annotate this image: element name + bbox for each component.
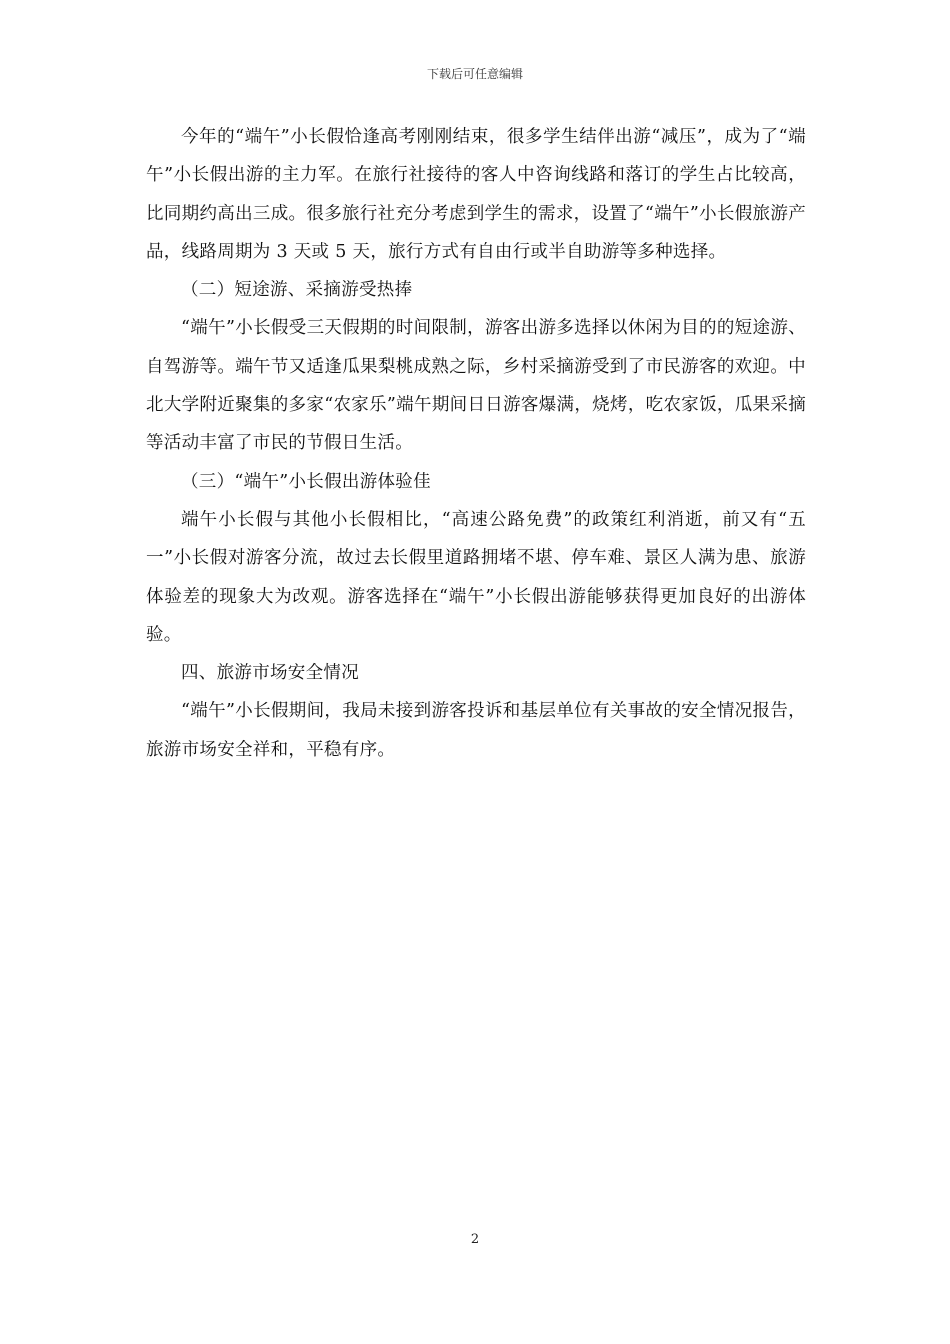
paragraph-market-safety: “端午”小长假期间，我局未接到游客投诉和基层单位有关事故的安全情况报告，旅游市场安全祥和，平稳有序。 [146, 701, 806, 760]
section-heading-short-trips: （二）短途游、采摘游受热捧 [181, 280, 413, 301]
section-heading-market-safety: 四、旅游市场安全情况 [181, 663, 359, 684]
section-heading-travel-experience: （三）“端午”小长假出游体验佳 [181, 471, 431, 492]
paragraph-travel-experience: 端午小长假与其他小长假相比，“高速公路免费”的政策红利消逝，前又有“五一”小长假对游客分流，故过去长假里道路拥堵不堪、停车难、景区人满为患、旅游体验差的现象大为改观。游客选择在“端午”小长假出游能够获得更加良好的出游体验。 [146, 509, 806, 645]
paragraph-short-trips: “端午”小长假受三天假期的时间限制，游客出游多选择以休闲为目的的短途游、自驾游等。端午节又适逢瓜果梨桃成熟之际，乡村采摘游受到了市民游客的欢迎。中北大学附近聚集的多家“农家乐”端午期间日日游客爆满，烧烤，吃农家饭，瓜果采摘等活动丰富了市民的节假日生活。 [146, 318, 806, 454]
page-number: 2 [470, 1232, 480, 1247]
paragraph-student-travel: 今年的“端午”小长假恰逢高考刚刚结束，很多学生结伴出游“减压”，成为了“端午”小长假出游的主力军。在旅行社接待的客人中咨询线路和落订的学生占比较高，比同期约高出三成。很多旅行社充分考虑到学生的需求，设置了“端午”小长假旅游产品，线路周期为 3 天或 5 天，旅行方式有自由行或半自助游等多种选择。 [146, 127, 806, 262]
page-header: 下载后可任意编辑 [426, 67, 523, 81]
document-body [146, 118, 806, 769]
